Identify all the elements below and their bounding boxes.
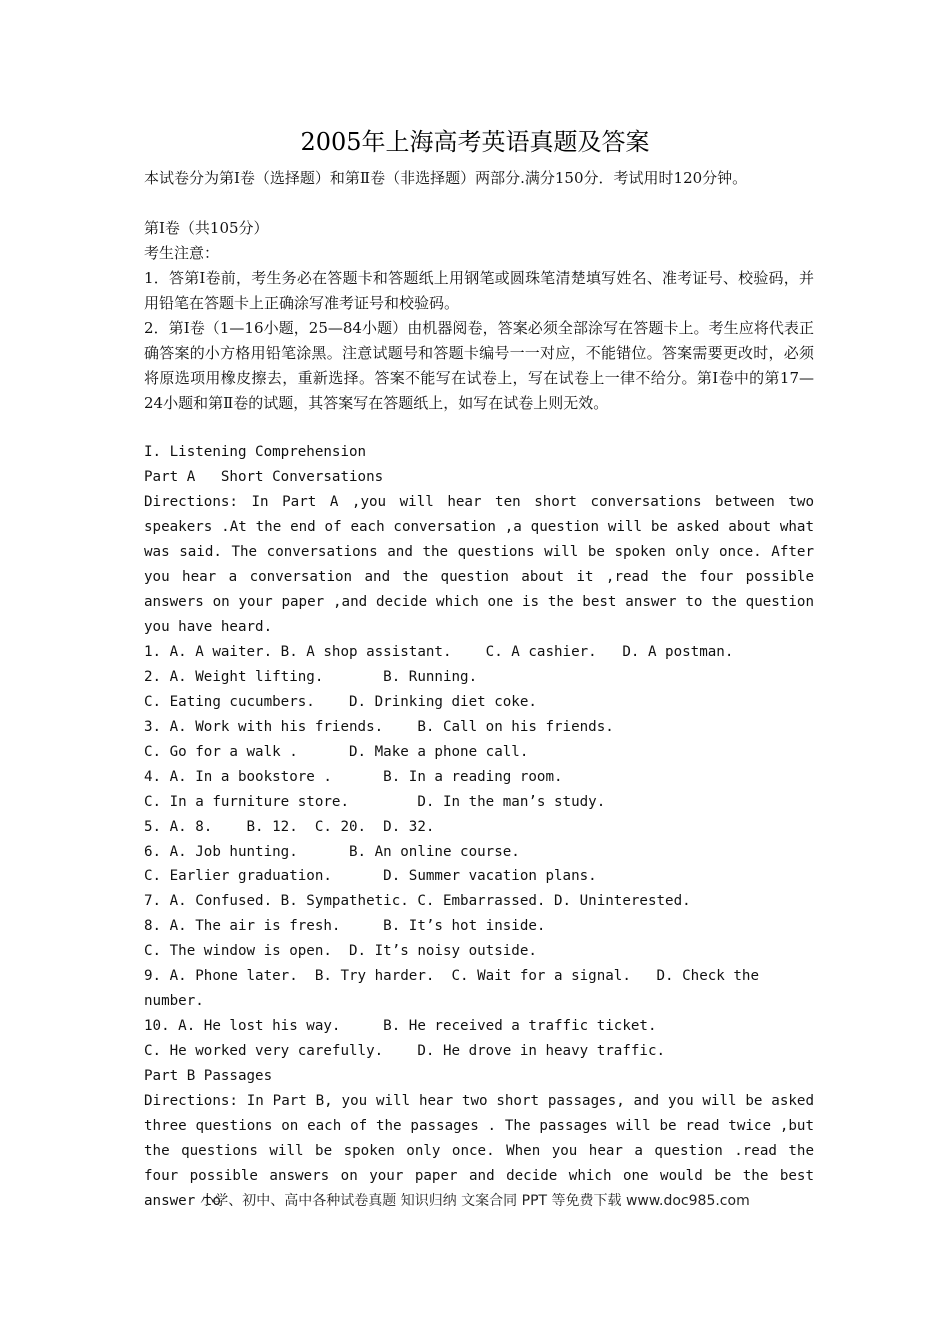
- question-line: C. In a furniture store. D. In the man’s study.: [144, 794, 606, 810]
- question-line: 6. A. Job hunting. B. An online course.: [144, 844, 520, 860]
- question-line: 4. A. In a bookstore . B. In a reading room.: [144, 769, 563, 785]
- intro-paragraph: 本试卷分为第Ⅰ卷（选择题）和第Ⅱ卷（非选择题）两部分.满分150分．考试用时120分钟。: [144, 169, 748, 187]
- question-line: C. The window is open. D. It’s noisy outside.: [144, 943, 537, 959]
- part-b-directions: Directions: In Part B, you will hear two short passages, and you will be asked three questions on each of the passages . The passages will be read twice ,but the questions will be spoken only once. When you hear a question .read the four possible answers on your paper and decide which one would be the best answer to: [144, 1093, 814, 1209]
- part-a-directions: Directions: In Part A ,you will hear ten short conversations between two speakers .At the end of each conversation ,a question will be asked about what was said. The conversations and the questions will be spoken only once. After you hear a conversation and the question about it ,read the four possible answers on your paper ,and decide which one is the best answer to the question you have heard.: [144, 494, 814, 635]
- question-line: 2. A. Weight lifting. B. Running.: [144, 669, 478, 685]
- question-line: number.: [144, 993, 204, 1009]
- part-b-heading: Part B Passages: [144, 1068, 273, 1084]
- page-footer: 小学、初中、高中各种试卷真题 知识归纳 文案合同 PPT 等免费下载 www.doc985.com: [200, 1193, 750, 1209]
- question-line: 5. A. 8. B. 12. C. 20. D. 32.: [144, 819, 435, 835]
- notice-label: 考生注意：: [144, 244, 220, 262]
- notice-item-1: 1．答第Ⅰ卷前，考生务必在答题卡和答题纸上用钢笔或圆珠笔清楚填写姓名、准考证号、校验码，并用铅笔在答题卡上正确涂写准考证号和校验码。: [144, 269, 814, 312]
- question-line: 8. A. The air is fresh. B. It’s hot inside.: [144, 918, 546, 934]
- question-line: C. Earlier graduation. D. Summer vacation plans.: [144, 868, 597, 884]
- document-title: 2005年上海高考英语真题及答案: [300, 128, 650, 156]
- notice-item-2: 2．第Ⅰ卷（1—16小题，25—84小题）由机器阅卷，答案必须全部涂写在答题卡上。考生应将代表正确答案的小方格用铅笔涂黑。注意试题号和答题卡编号一一对应，不能错位。答案需要更改时，必须将原选项用橡皮擦去，重新选择。答案不能写在试卷上，写在试卷上一律不给分。第Ⅰ卷中的第17—24小题和第Ⅱ卷的试题，其答案写在答题纸上，如写在试卷上则无效。: [144, 319, 814, 412]
- question-line: C. Eating cucumbers. D. Drinking diet coke.: [144, 694, 537, 710]
- section-heading: I. Listening Comprehension: [144, 444, 367, 460]
- question-line: 1. A. A waiter. B. A shop assistant. C. A cashier. D. A postman.: [144, 644, 734, 660]
- question-line: 3. A. Work with his friends. B. Call on his friends.: [144, 719, 614, 735]
- question-line: 10. A. He lost his way. B. He received a traffic ticket.: [144, 1018, 657, 1034]
- part1-header: 第Ⅰ卷（共105分）: [144, 219, 269, 237]
- question-line: C. Go for a walk . D. Make a phone call.: [144, 744, 529, 760]
- question-line: C. He worked very carefully. D. He drove in heavy traffic.: [144, 1043, 666, 1059]
- question-line: 7. A. Confused. B. Sympathetic. C. Embarrassed. D. Uninterested.: [144, 893, 691, 909]
- question-line: 9. A. Phone later. B. Try harder. C. Wait for a signal. D. Check the: [144, 968, 759, 984]
- part-a-heading: Part A Short Conversations: [144, 469, 384, 485]
